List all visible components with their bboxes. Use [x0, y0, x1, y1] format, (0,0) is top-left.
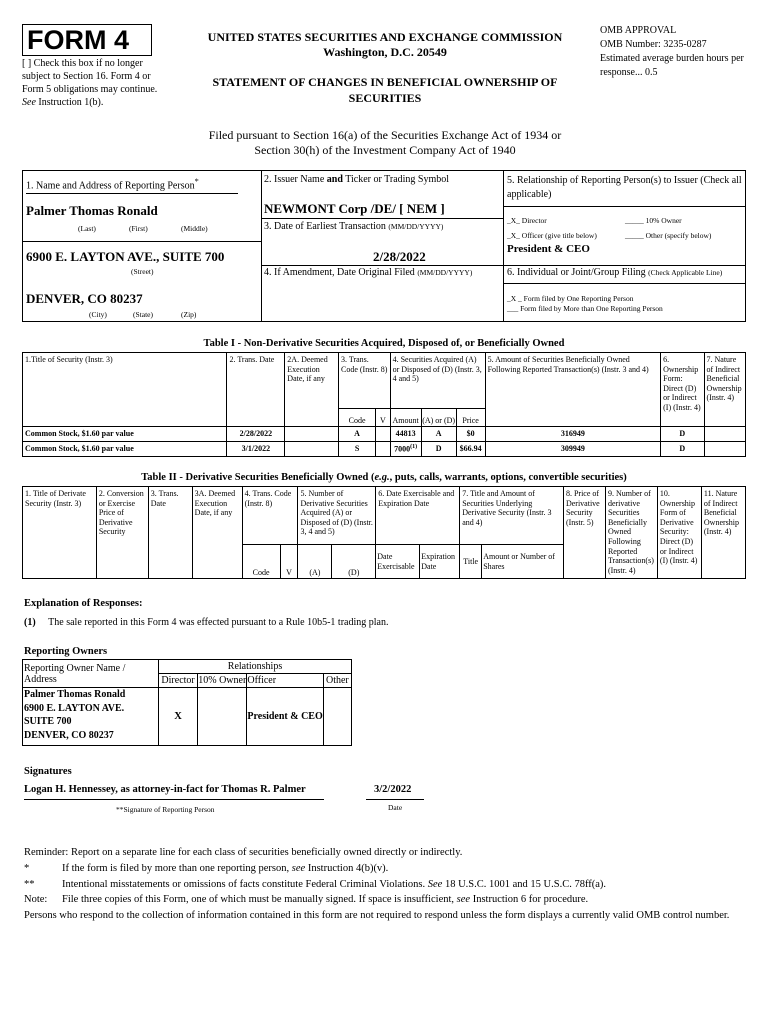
filing-note: Note: File three copies of this Form, one of which must be manually signed. If space is insufficient, see Instruction 6 for procedure. [24, 894, 589, 906]
signature-caption: **Signature of Reporting Person [116, 805, 215, 814]
ten-pct-owner-checkbox[interactable]: _____ 10% Owner [625, 216, 682, 225]
filed-multiple-option[interactable]: ___ Form filed by More than One Reporting Person [507, 304, 663, 313]
owner-director: X [159, 688, 198, 746]
reporting-city: DENVER, CO 80237 [26, 291, 143, 306]
box4-label: 4. If Amendment, Date Original Filed (MM/DD/YYYY) [264, 267, 473, 278]
t1-sub-ad: (A) or (D) [421, 409, 456, 427]
other-checkbox[interactable]: _____ Other (specify below) [625, 231, 712, 240]
t1-cell-code: A [338, 427, 375, 442]
owner-officer: President & CEO [247, 688, 323, 746]
t1-cell-ad: D [421, 442, 456, 457]
footnote-multiple-persons: * If the form is filed by more than one reporting person, see Instruction 4(b)(v). [24, 862, 389, 874]
t1-cell-nature [704, 427, 746, 442]
omb-approval: OMB APPROVAL [600, 25, 677, 36]
box5-rule [503, 265, 745, 266]
reporting-street: 6900 E. LAYTON AVE., SUITE 700 [26, 249, 225, 264]
signature-date: 3/2/2022 [374, 784, 412, 795]
t2-sub-title: Title [460, 545, 482, 579]
t1-header-title: 1.Title of Security (Instr. 3) [23, 353, 227, 427]
t2-header-underlying: 7. Title and Amount of Securities Underlying Derivative Security (Instr. 3 and 4) [460, 487, 564, 545]
statement-title: STATEMENT OF CHANGES IN BENEFICIAL OWNERSHIP OF SECURITIES [212, 75, 558, 106]
issuer-name: NEWMONT Corp /DE/ [ NEM ] [264, 201, 445, 216]
t1-header-date: 2. Trans. Date [227, 353, 285, 427]
divider [503, 171, 504, 321]
owners-col-name: Reporting Owner Name / Address [23, 660, 159, 688]
table-row [23, 688, 352, 746]
box3-label: 3. Date of Earliest Transaction (MM/DD/YYYY) [264, 221, 444, 232]
footnote-misstatements: ** Intentional misstatements or omissions of facts constitute Federal Criminal Violations. See 18 U.S.C. 1001 and 15 U.S.C. 78ff(a). [24, 878, 607, 890]
owner-ten [198, 688, 247, 746]
t1-cell-code: S [338, 442, 375, 457]
t2-header-price: 8. Price of Derivative Security (Instr. 5) [563, 487, 605, 579]
reporting-person-name: Palmer Thomas Ronald [26, 203, 158, 218]
box6-rule [503, 283, 745, 284]
label-last: (Last) [78, 224, 96, 233]
omb-number: OMB Number: 3235-0287 [600, 39, 707, 50]
footer [24, 845, 746, 924]
owners-col-ten: 10% Owner [198, 675, 247, 686]
t1-header-acquired: 4. Securities Acquired (A) or Disposed of (D) (Instr. 3, 4 and 5) [390, 353, 485, 409]
owner-name-address: Palmer Thomas Ronald 6900 E. LAYTON AVE. SUITE 700 DENVER, CO 80237 [23, 688, 159, 746]
t1-cell-form: D [661, 442, 704, 457]
t2-header-conversion: 2. Conversion or Exercise Price of Derivative Security [96, 487, 148, 579]
signer-name: Logan H. Hennessey, as attorney-in-fact for Thomas R. Palmer [24, 784, 306, 795]
omb-control-notice: Persons who respond to the collection of information contained in this form are not required to respond unless the form displays a currently valid OMB control number. [24, 910, 730, 921]
instruction-ref: Instruction 1(b). [38, 97, 104, 108]
owners-col-officer: Officer [247, 674, 323, 688]
t1-cell-ad: A [421, 427, 456, 442]
date-line [366, 799, 424, 800]
t2-header-title: 1. Title of Derivate Security (Instr. 3) [23, 487, 97, 579]
t1-cell-form: D [661, 427, 704, 442]
table2 [22, 486, 746, 579]
label-middle: (Middle) [181, 224, 208, 233]
omb-burden: Estimated average burden hours per response... 0.5 [600, 53, 744, 78]
box5-rule [503, 206, 745, 207]
label-street: (Street) [131, 267, 154, 276]
t1-cell-price: $66.94 [456, 442, 485, 457]
signatures-heading: Signatures [24, 766, 72, 777]
label-zip: (Zip) [181, 310, 197, 319]
agency-location: Washington, D.C. 20549 [323, 45, 447, 59]
t1-sub-amount: Amount [390, 409, 421, 427]
table1-title: Table I - Non-Derivative Securities Acquired, Disposed of, or Beneficially Owned [203, 338, 565, 349]
t2-sub-v: V [280, 545, 298, 579]
signature-line [24, 799, 324, 800]
box2-label: 2. Issuer Name and Ticker or Trading Symbol [264, 174, 450, 185]
t2-header-form: 10. Ownership Form of Derivative Security: Direct (D) or Indirect (I) (Instr. 4) [657, 487, 701, 579]
box1-underline [26, 193, 238, 194]
t1-header-code: 3. Trans. Code (Instr. 8) [338, 353, 390, 409]
t1-cell-title: Common Stock, $1.60 par value [23, 427, 227, 442]
check-box-note [22, 57, 172, 109]
t1-cell-title: Common Stock, $1.60 par value [23, 442, 227, 457]
t2-header-code: 4. Trans. Code (Instr. 8) [242, 487, 298, 545]
t1-cell-v [376, 427, 390, 442]
filed-pursuant-1: Filed pursuant to Section 16(a) of the Securities Exchange Act of 1934 or [208, 128, 562, 142]
owners-col-other: Other [323, 674, 351, 688]
footnote-number: (1) [24, 617, 36, 628]
table-row [23, 427, 746, 442]
box6-label: 6. Individual or Joint/Group Filing (Check Applicable Line) [507, 267, 723, 278]
owners-table [22, 659, 352, 746]
reminder-text: Reminder: Report on a separate line for each class of securities beneficially owned directly or indirectly. [24, 847, 463, 858]
agency-name: UNITED STATES SECURITIES AND EXCHANGE COMMISSION [207, 30, 563, 44]
label-city: (City) [89, 310, 107, 319]
owner-other [323, 688, 351, 746]
director-checkbox[interactable]: _X_ Director [507, 216, 547, 225]
box2-rule [261, 218, 503, 219]
t1-header-nature: 7. Nature of Indirect Beneficial Ownership (Instr. 4) [704, 353, 746, 427]
footnote-ref[interactable]: (1) [410, 443, 418, 450]
t1-cell-owned: 309949 [485, 442, 661, 457]
t2-header-number: 5. Number of Derivative Securities Acquired (A) or Disposed of (D) (Instr. 3, 4 and 5) [298, 487, 376, 545]
checkbox-text[interactable]: [ ] Check this box if no longer subject to Section 16. Form 4 or Form 5 obligations may continue. [22, 58, 158, 95]
owners-col-relationships: Relationships [159, 660, 352, 674]
t1-header-deemed: 2A. Deemed Execution Date, if any [285, 353, 339, 427]
t2-header-owned: 9. Number of derivative Securities Beneficially Owned Following Reported Transaction(s) (Instr. 4) [605, 487, 657, 579]
t1-sub-price: Price [456, 409, 485, 427]
t2-sub-expiration: Expiration Date [420, 545, 460, 579]
explanation-note [24, 617, 388, 628]
label-state: (State) [133, 310, 153, 319]
label-first: (First) [129, 224, 148, 233]
t2-sub-a: (A) [298, 545, 332, 579]
filed-one-person-option[interactable]: _X _ Form filed by One Reporting Person [507, 294, 634, 303]
box1-label: 1. Name and Address of Reporting Person* [26, 177, 199, 192]
table1 [22, 352, 746, 457]
t2-header-deemed: 3A. Deemed Execution Date, if any [192, 487, 242, 579]
t1-cell-nature [704, 442, 746, 457]
omb-box [600, 24, 750, 80]
divider [261, 171, 262, 321]
t1-cell-date: 3/1/2022 [227, 442, 285, 457]
t1-cell-v [376, 442, 390, 457]
reporting-info-grid [22, 170, 746, 322]
t2-header-exercisable: 6. Date Exercisable and Expiration Date [376, 487, 460, 545]
box5-label: 5. Relationship of Reporting Person(s) to Issuer (Check all applicable) [507, 175, 742, 200]
t2-header-nature: 11. Nature of Indirect Beneficial Ownership (Instr. 4) [701, 487, 745, 579]
t1-header-owned: 5. Amount of Securities Beneficially Owned Following Reported Transaction(s) (Instr. 3 and 4) [485, 353, 661, 427]
box3-rule [261, 265, 503, 266]
t1-cell-price: $0 [456, 427, 485, 442]
t2-header-date: 3. Trans. Date [148, 487, 192, 579]
owners-col-director: Director [159, 674, 198, 688]
box1-rule [23, 241, 261, 242]
footnote-text: The sale reported in this Form 4 was effected pursuant to a Rule 10b5-1 trading plan. [48, 617, 389, 628]
form-title: FORM 4 [27, 25, 130, 55]
t2-sub-date-exercisable: Date Exercisable [376, 545, 420, 579]
date-caption: Date [388, 803, 403, 812]
t1-cell-owned: 316949 [485, 427, 661, 442]
t1-sub-v: V [376, 409, 390, 427]
t1-cell-amount: 44813 [390, 427, 421, 442]
t1-sub-code: Code [338, 409, 375, 427]
t1-cell-date: 2/28/2022 [227, 427, 285, 442]
t1-cell-deemed [285, 442, 339, 457]
officer-title: President & CEO [507, 243, 590, 255]
t1-cell-deemed [285, 427, 339, 442]
t2-sub-d: (D) [332, 545, 376, 579]
t2-sub-code: Code [242, 545, 280, 579]
t1-cell-amount: 7000$^{(1)}$ [390, 442, 421, 457]
table-row [23, 442, 746, 457]
table2-title: Table II - Derivative Securities Beneficially Owned (e.g., puts, calls, warrants, options, convertible securities) [141, 472, 627, 483]
t2-sub-amount: Amount or Number of Shares [482, 545, 564, 579]
see-word: See [22, 97, 36, 108]
officer-checkbox[interactable]: _X_ Officer (give title below) [507, 231, 597, 240]
owners-heading: Reporting Owners [24, 646, 108, 657]
earliest-transaction-date: 2/28/2022 [373, 249, 426, 264]
filed-pursuant-2: Section 30(h) of the Investment Company Act of 1940 [254, 143, 516, 157]
explanation-heading: Explanation of Responses: [24, 598, 143, 609]
form-title-box [22, 24, 152, 56]
t1-header-form: 6. Ownership Form: Direct (D) or Indirect (I) (Instr. 4) [661, 353, 704, 427]
